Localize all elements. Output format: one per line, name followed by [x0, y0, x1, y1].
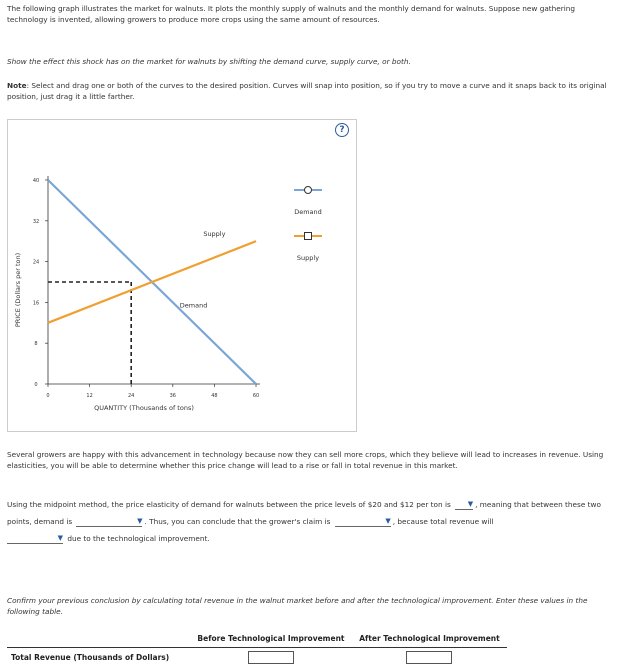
chart-svg	[8, 120, 356, 431]
y-tick-label: 40	[32, 178, 40, 184]
note-body: : Select and drag one or both of the curves to the desired position. Curves will snap into position, so if you try to move a curve and it snaps back to its original position, just drag it a little farther.	[7, 81, 607, 101]
supply-curve-label: Supply	[203, 230, 226, 239]
y-tick-label: 32	[32, 218, 40, 225]
x-tick-label: 48	[211, 393, 218, 399]
x-tick-label: 0	[46, 393, 50, 399]
legend-supply-label: Supply	[296, 254, 320, 262]
intro-text: The following graph illustrates the market for walnuts. It plots the monthly supply of walnuts and the monthly demand for walnuts. Suppose new gathering technology is invented, allowing growers to produce more crops using the same amount of resources.	[7, 4, 576, 24]
midpoint-part1: Using the midpoint method, the price elasticity of demand for walnuts between the price levels of $20 and $12 per ton is	[7, 500, 451, 509]
total-revenue-label: Total Revenue (Thousands of Dollars)	[7, 648, 190, 665]
chevron-down-icon: ▼	[137, 517, 143, 525]
revenue-change-dropdown[interactable]	[7, 534, 63, 544]
y-tick-label: 0	[34, 382, 38, 388]
x-tick-label: 36	[169, 393, 176, 399]
chevron-down-icon: ▼	[467, 500, 474, 508]
note-text	[7, 81, 607, 103]
note-label: Note	[7, 81, 27, 90]
elasticity-text: Several growers are happy with this advancement in technology because now they can sell more crops, which they believe will lead to increases in revenue. Using elasticities, you will be able to determine whether this price change will lead to a rise or fall in total revenue in this market.	[7, 450, 604, 470]
y-tick-label: 16	[32, 300, 40, 307]
col-before-header: Before Technological Improvement	[197, 634, 345, 643]
y-tick-label: 8	[34, 341, 38, 348]
midpoint-part3: . Thus, you can conclude that the grower's claim is	[144, 517, 331, 526]
demand-type-dropdown[interactable]	[76, 517, 142, 527]
y-tick-label: 24	[32, 259, 40, 266]
revenue-after-input[interactable]	[406, 651, 452, 664]
midpoint-part2: , meaning that between these two points, demand is	[7, 500, 601, 526]
legend-demand-handle[interactable]	[305, 187, 312, 194]
claim-dropdown[interactable]	[335, 517, 391, 527]
legend-demand-label: Demand	[294, 208, 322, 216]
help-icon[interactable]: ?	[335, 123, 349, 137]
chevron-down-icon: ▼	[57, 534, 63, 542]
y-axis-label: PRICE (Dollars per ton)	[14, 252, 22, 328]
col-after-header: After Technological Improvement	[359, 634, 500, 643]
legend-supply-handle[interactable]	[305, 233, 312, 240]
x-tick-label: 12	[86, 393, 93, 399]
revenue-before-input[interactable]	[248, 651, 294, 664]
instruction-text: Show the effect this shock has on the market for walnuts by shifting the demand curve, supply curve, or both.	[7, 57, 411, 66]
x-axis-label: QUANTITY (Thousands of tons)	[94, 404, 194, 412]
midpoint-part4: , because total revenue will	[392, 517, 494, 526]
x-tick-label: 60	[252, 393, 260, 399]
demand-curve-label: Demand	[179, 301, 208, 310]
midpoint-question	[7, 496, 607, 547]
midpoint-part5: due to the technological improvement.	[67, 534, 210, 543]
x-tick-label: 24	[128, 393, 135, 399]
revenue-table	[7, 633, 507, 664]
graph-panel	[7, 119, 357, 432]
elasticity-value-dropdown[interactable]	[455, 500, 473, 510]
chevron-down-icon: ▼	[385, 517, 391, 525]
confirm-text: Confirm your previous conclusion by calculating total revenue in the walnut market before and after the technological improvement. Enter these values in the following table.	[7, 596, 588, 616]
